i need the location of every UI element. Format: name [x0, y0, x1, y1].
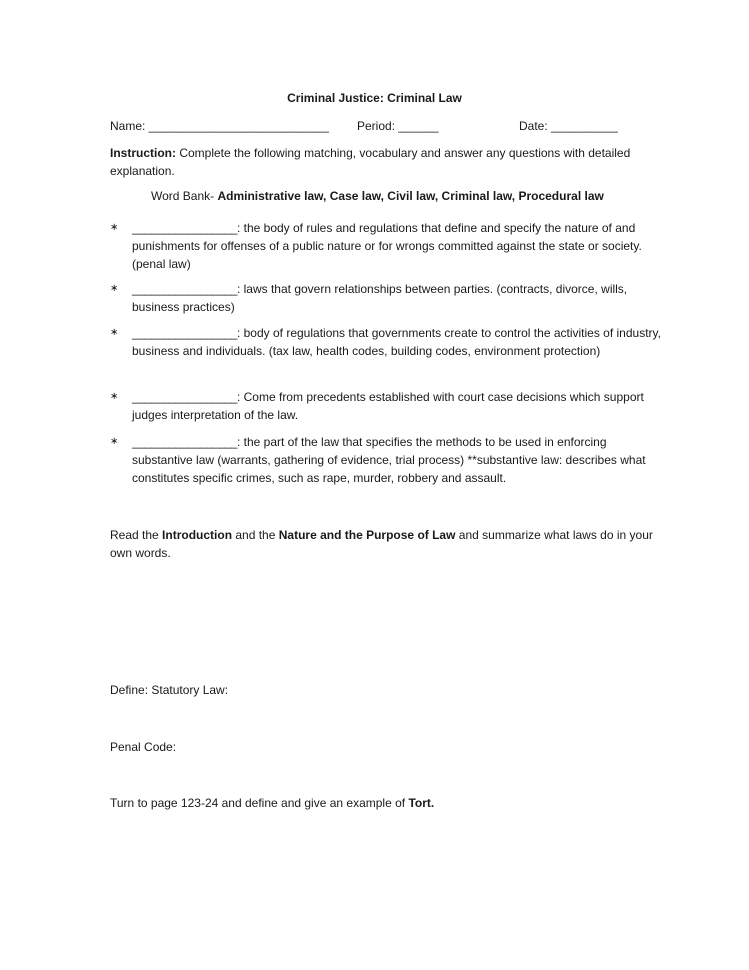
instruction-text: Complete the following matching, vocabulary and answer any questions with detailed explanation. — [110, 146, 631, 178]
date-field[interactable]: Date: __________ — [519, 119, 618, 133]
answer-blank[interactable]: _________________ — [132, 435, 237, 449]
item-text: : the part of the law that specifies the methods to be used in enforcing substantive law (warrants, gathering of evidence, trial process) **substantive law: describes what constitutes specific crimes, such as rape, murder, robbery and assault. — [132, 435, 646, 485]
document-title: Criminal Justice: Criminal Law — [287, 91, 462, 105]
tort-text: Turn to page 123-24 and define and give an example of — [110, 796, 409, 810]
read-prompt — [110, 526, 670, 562]
bullet-icon: ∗ — [110, 391, 119, 402]
word-bank — [151, 187, 604, 205]
answer-blank[interactable]: _________________ — [132, 390, 237, 404]
read-bold: Nature and the Purpose of Law — [278, 528, 456, 542]
list-item — [110, 388, 667, 424]
bullet-icon: ∗ — [110, 222, 119, 233]
instruction-label: Instruction: — [110, 146, 176, 160]
read-text: and the — [232, 528, 279, 542]
list-item — [110, 324, 667, 360]
read-bold: Introduction — [162, 528, 233, 542]
item-text: : Come from precedents established with court case decisions which support judges interpretation of the law. — [132, 390, 644, 422]
word-bank-label: Word Bank- — [151, 189, 218, 203]
list-item — [110, 219, 667, 273]
tort-prompt — [110, 794, 434, 812]
define-prompt: Define: Statutory Law: — [110, 683, 229, 697]
list-item — [110, 280, 667, 316]
item-text: : laws that govern relationships between parties. (contracts, divorce, wills, business practices) — [132, 282, 628, 314]
bullet-icon: ∗ — [110, 283, 119, 294]
item-text: : the body of rules and regulations that define and specify the nature of and punishments for offenses of a public nature or for wrongs committed against the state or society. (penal law) — [132, 221, 642, 271]
tort-bold: Tort. — [408, 796, 435, 810]
word-bank-terms: Administrative law, Case law, Civil law, Criminal law, Procedural law — [217, 189, 604, 203]
read-text: Read the — [110, 528, 163, 542]
answer-blank[interactable]: _________________ — [132, 282, 237, 296]
item-text: : body of regulations that governments create to control the activities of industry, business and individuals. (tax law, health codes, building codes, environment protection) — [132, 326, 661, 358]
bullet-icon: ∗ — [110, 436, 119, 447]
read-text: and summarize what laws do in your own words. — [110, 528, 653, 560]
name-field[interactable]: Name: ___________________________ — [110, 119, 329, 133]
answer-blank[interactable]: _________________ — [132, 326, 237, 340]
period-field[interactable]: Period: ______ — [357, 119, 439, 133]
instruction — [110, 144, 670, 180]
answer-blank[interactable]: _________________ — [132, 221, 237, 235]
penal-code-prompt: Penal Code: — [110, 740, 177, 754]
list-item — [110, 433, 667, 487]
bullet-icon: ∗ — [110, 327, 119, 338]
